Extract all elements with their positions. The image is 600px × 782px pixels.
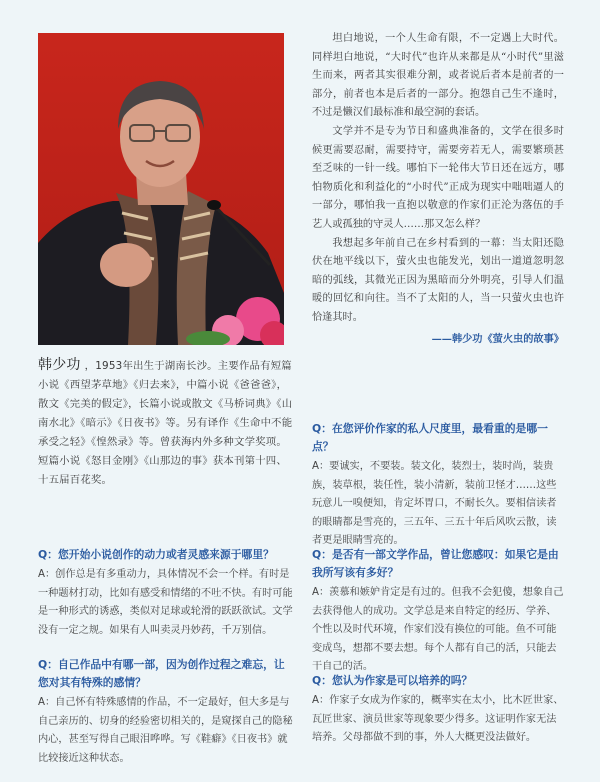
qa-question: Q：是否有一部文学作品，曾让您感叹：如果它是由我所写该有多好？: [312, 548, 559, 579]
author-bio: [38, 356, 294, 490]
qa-item: [38, 656, 294, 768]
qa-question: Q：您认为作家是可以培养的吗？: [312, 674, 473, 687]
qa-answer: A：要诚实，不要装。装文化，装烈士，装时尚，装贵族，装草根，装任性，装小清新，装前卫怪才……这些玩意儿一嗅便知，肯定坏胃口，不耐长久。要相信读者的眼睛都是雪亮的，三五年、三五十年后风吹云散，读者更是眼睛雪亮的。: [312, 461, 557, 547]
qa-question: Q：自己作品中有哪一部，因为创作过程之难忘，让您对其有特殊的感情？: [38, 658, 285, 689]
author-bio-text: ，1953年出生于湖南长沙。主要作品有短篇小说《西望茅草地》《归去来》，中篇小说《爸爸爸》，散文《完美的假定》，长篇小说或散文《马桥词典》《山南水北》《暗示》《日夜书》等。另有译作《生命中不能承受之轻》《惶然录》等。曾获海内外多种文学奖项。短篇小说《怒目金刚》《山那边的事》获本刊第十四、十五届百花奖。: [38, 360, 293, 486]
essay-signature: ——韩少功《萤火虫的故事》: [431, 332, 564, 345]
essay-excerpt: [312, 30, 564, 348]
essay-paragraph: 坦白地说，一个人生命有限，不一定遇上大时代。同样坦白地说，“大时代”也许从来都是从“小时代”里滋生而来，两者其实很难分割，或者说后者本是前者的一部分，前者也本是后者的一部分。抱怨自己生不逢时，不过是懒汉们最标准和最空洞的套话。: [312, 33, 564, 119]
qa-answer: A：自己怀有特殊感情的作品，不一定最好，但大多是与自己亲历的、切身的经验密切相关的，是窥探自己的隐秘内心，甚至写得自己眼泪哗哗。写《鞋癖》《日夜书》就比较接近这种状态。: [38, 697, 293, 764]
author-portrait-photo: [38, 33, 284, 345]
qa-answer: A：创作总是有多重动力，具体情况不会一个样。有时是一种题材打动，比如有感受和情绪的不吐不快。有时可能是一种形式的诱惑，类似对足球或轮滑的跃跃欲试。文学没有一定之规。如果有人叫卖灵丹妙药，千万别信。: [38, 569, 293, 636]
qa-answer: A：作家子女成为作家的，概率实在太小，比木匠世家、瓦匠世家、演员世家等现象要少得多。这证明作家无法培养。父母都做不到的事，外人大概更没法做好。: [312, 695, 564, 744]
author-name: 韩少功: [38, 357, 81, 373]
essay-paragraph: 文学并不是专为节日和盛典准备的，文学在很多时候更需要忍耐，需要持守，需要旁若无人，需要繁琐甚至乏味的一针一线。哪怕下一轮伟大节日还在远方，哪怕物质化和利益化的“小时代”正成为现实中咄咄逼人的一部分，哪怕我一直抱以敬意的作家们正沦为落伍的手艺人或孤独的守灵人……那又怎么样？: [312, 125, 564, 230]
qa-item: [312, 672, 564, 748]
essay-paragraph: 我想起多年前自己在乡村看到的一幕：当太阳还隐伏在地平线以下，萤火虫也能发光，划出一道道忽明忽暗的弧线，其微光正因为黑暗而分外明亮，引导人们温暖的回忆和向往。当不了太阳的人，当一只萤火虫也许恰逢其时。: [312, 237, 564, 323]
qa-item: [38, 546, 294, 640]
qa-item: [312, 420, 564, 551]
qa-answer: A：羡慕和嫉妒肯定是有过的。但我不会犯傻，想象自己去获得他人的成功。文学总是来自特定的经历、学养、个性以及时代环境，作家们没有换位的可能。鱼不可能变成鸟，想都不要去想。每个人都有自己的活，只能去干自己的活。: [312, 587, 564, 673]
qa-item: [312, 546, 564, 677]
qa-question: Q：在您评价作家的私人尺度里，最看重的是哪一点？: [312, 422, 548, 453]
qa-question: Q：您开始小说创作的动力或者灵感来源于哪里？: [38, 548, 274, 561]
